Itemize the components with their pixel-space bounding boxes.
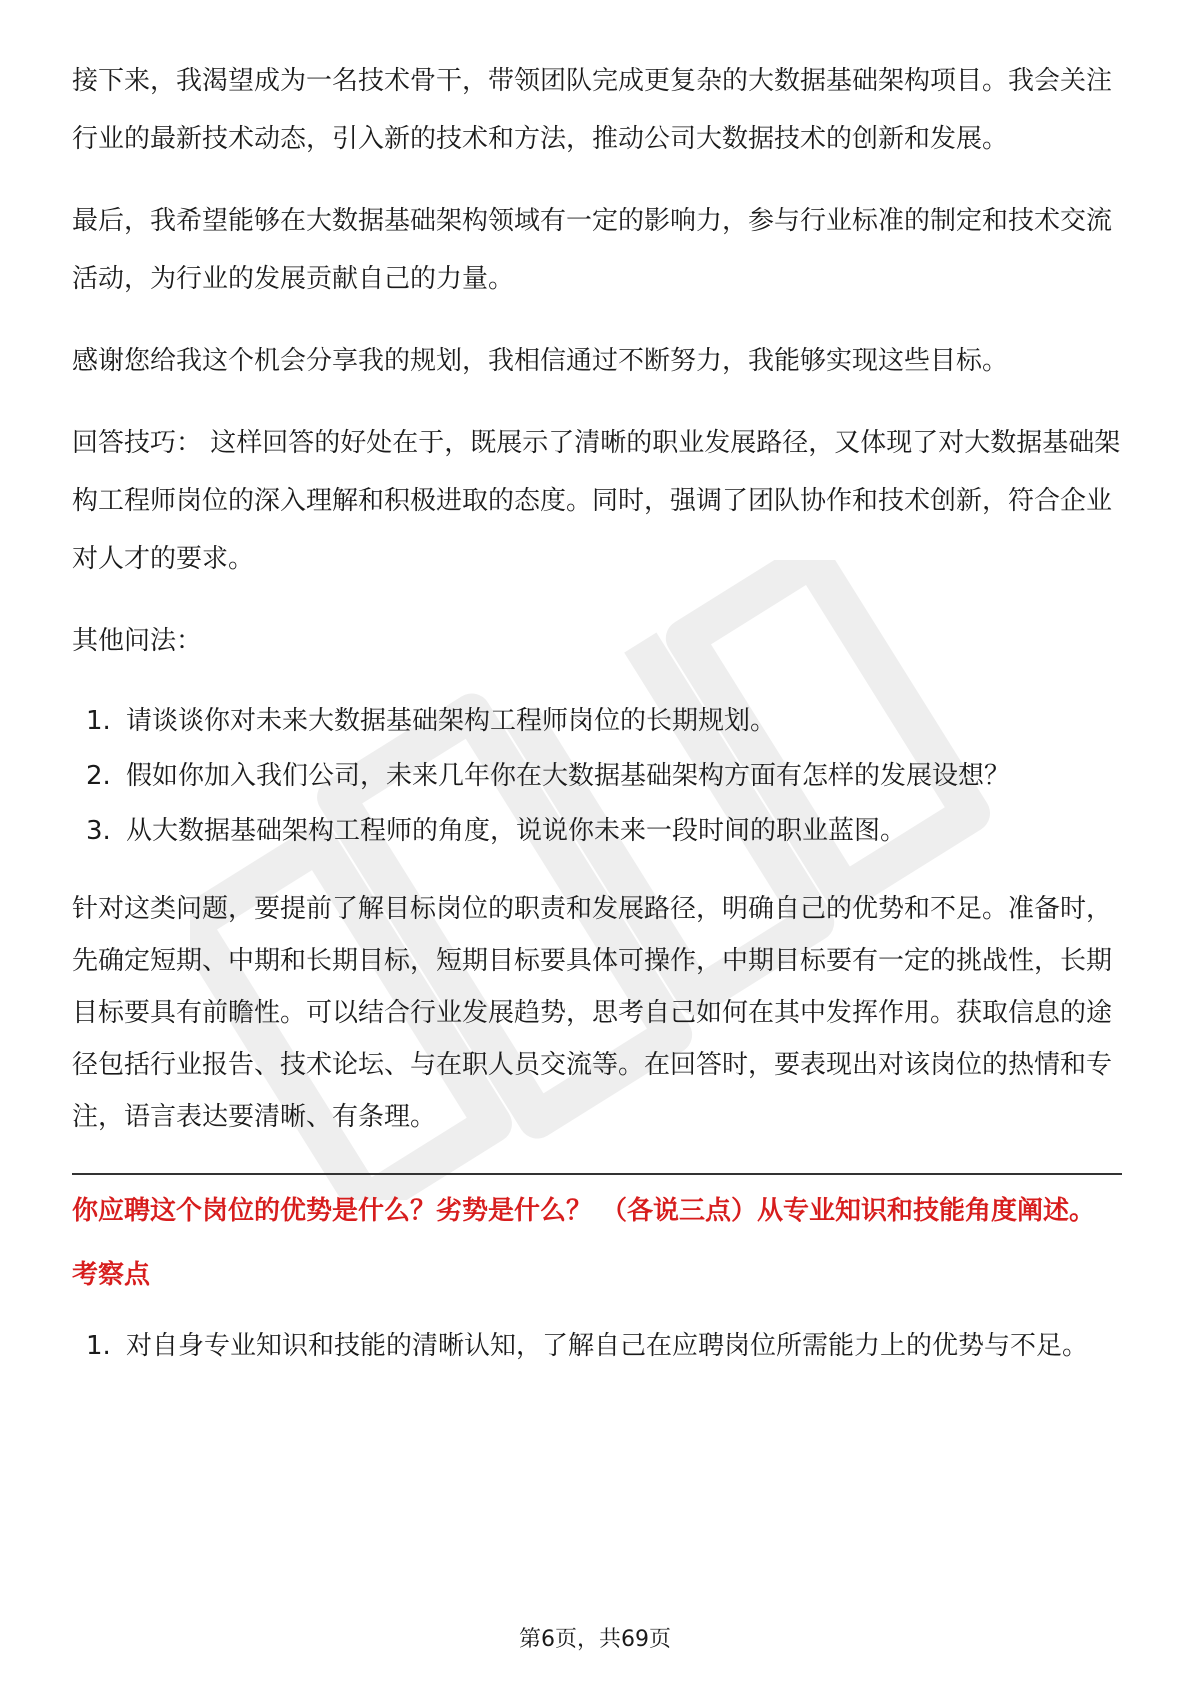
section-subtitle: 考察点 [72, 1260, 151, 1290]
list-item: 1. 对自身专业知识和技能的清晰认知，了解自己在应聘岗位所需能力上的优势与不足。 [86, 1331, 1089, 1361]
list-item: 3. 从大数据基础架构工程师的角度，说说你未来一段时间的职业蓝图。 [86, 816, 907, 846]
paragraph-influence: 最后，我希望能够在大数据基础架构领域有一定的影响力，参与行业标准的制定和技术交流活动，为行业的发展贡献自己的力量。 [72, 206, 1113, 294]
paragraph-answer-tips: 回答技巧： 这样回答的好处在于，既展示了清晰的职业发展路径，又体现了对大数据基础架构工程师岗位的深入理解和积极进取的态度。同时，强调了团队协作和技术创新，符合企业对人才的要求。 [72, 428, 1121, 574]
other-questions-list [72, 694, 1122, 859]
paragraph-career-goal: 接下来，我渴望成为一名技术骨干，带领团队完成更复杂的大数据基础架构项目。我会关注行业的最新技术动态，引入新的技术和方法，推动公司大数据技术的创新和发展。 [72, 66, 1113, 154]
page-number: 第6页，共69页 [519, 1627, 671, 1652]
list-item: 1. 请谈谈你对未来大数据基础架构工程师岗位的长期规划。 [86, 706, 777, 736]
assessment-points-list [72, 1319, 1122, 1374]
paragraph-advice: 针对这类问题，要提前了解目标岗位的职责和发展路径，明确自己的优势和不足。准备时，先确定短期、中期和长期目标，短期目标要具体可操作，中期目标要有一定的挑战性，长期目标要具有前瞻性。可以结合行业发展趋势，思考自己如何在其中发挥作用。获取信息的途径包括行业报告、技术论坛、与在职人员交流等。在回答时，要表现出对该岗位的热情和专注，语言表达要清晰、有条理。 [72, 894, 1113, 1132]
paragraph-thanks: 感谢您给我这个机会分享我的规划，我相信通过不断努力，我能够实现这些目标。 [72, 346, 1009, 376]
paragraph-other-questions-label: 其他问法： [72, 626, 203, 656]
list-item: 2. 假如你加入我们公司，未来几年你在大数据基础架构方面有怎样的发展设想？ [86, 761, 1011, 791]
section-divider [72, 1173, 1122, 1175]
main-content [72, 52, 1122, 1398]
question-title: 你应聘这个岗位的优势是什么？劣势是什么？ （各说三点）从专业知识和技能角度阐述。 [72, 1196, 1096, 1226]
